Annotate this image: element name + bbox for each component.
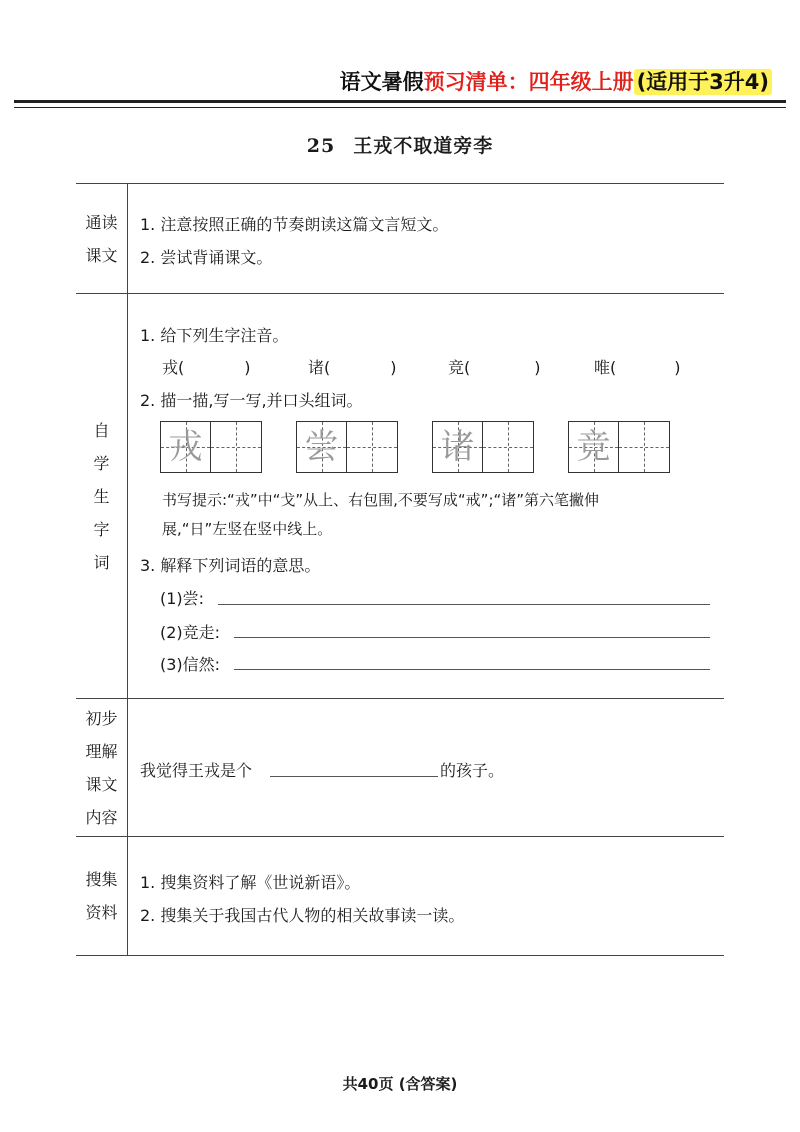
learn-question-3: 3. 解释下列词语的意思。	[140, 556, 321, 575]
section-understand-label	[76, 702, 127, 834]
table-divider-1	[76, 293, 724, 294]
writing-grid-1[interactable]	[160, 421, 262, 473]
table-bottom-line	[76, 955, 724, 956]
label-line: 初步	[85, 709, 118, 728]
read-item-2: 2. 尝试背诵课文。	[140, 248, 273, 267]
section-learn-label	[76, 414, 127, 579]
writing-hint-line-1: 书写提示:“戎”中“戈”从上、右包围,不要写成“戒”;“诸”第六笔撇伸	[162, 491, 600, 509]
page-footer: 共40页 (含答案)	[342, 1075, 458, 1093]
lesson-name: 王戎不取道旁李	[353, 135, 494, 157]
paren-close: )	[674, 358, 681, 377]
trace-char-2: 尝	[304, 427, 339, 467]
table-divider-3	[76, 836, 724, 837]
label-line: 搜集	[85, 870, 118, 889]
trace-char-3: 诸	[440, 427, 475, 467]
pinyin-blank-3[interactable]	[448, 355, 541, 378]
pinyin-blank-2[interactable]	[308, 355, 397, 378]
learn-question-1: 1. 给下列生字注音。	[140, 326, 289, 345]
pinyin-char: 戎	[162, 358, 179, 377]
section-collect-label	[76, 863, 127, 929]
label-line: 通读	[85, 213, 118, 232]
pinyin-blank-4[interactable]	[594, 355, 681, 378]
pinyin-blank-1[interactable]	[162, 355, 251, 378]
paren-open: (	[610, 358, 617, 377]
collect-item-1: 1. 搜集资料了解《世说新语》。	[140, 873, 361, 892]
term-2-answer-line[interactable]	[234, 637, 710, 638]
trace-char-1: 戎	[168, 427, 203, 467]
label-line: 理解	[85, 742, 118, 761]
label-line: 字	[93, 520, 110, 539]
term-1-label: (1)尝:	[160, 589, 205, 608]
label-line: 自	[93, 421, 110, 440]
header-banner	[340, 66, 772, 96]
collect-item-2: 2. 搜集关于我国古代人物的相关故事读一读。	[140, 906, 465, 925]
header-rule-thin	[14, 107, 786, 108]
writing-grid-2[interactable]	[296, 421, 398, 473]
understand-prompt-before: 我觉得王戎是个	[140, 761, 253, 780]
label-line: 课文	[85, 775, 118, 794]
label-line: 资料	[85, 903, 118, 922]
label-line: 词	[93, 553, 110, 572]
label-line: 课文	[85, 246, 118, 265]
term-3-label: (3)信然:	[160, 655, 221, 674]
paren-close: )	[534, 358, 541, 377]
term-2-label: (2)竞走:	[160, 623, 221, 642]
writing-hint-line-2: 展,“日”左竖在竖中线上。	[162, 520, 333, 538]
writing-grid-4[interactable]	[568, 421, 670, 473]
header-part2: 预习清单：四年级上册	[423, 70, 634, 94]
label-line: 学	[93, 454, 110, 473]
pinyin-char: 唯	[594, 358, 611, 377]
header-part1: 语文暑假	[339, 70, 424, 94]
pinyin-char: 诸	[308, 358, 325, 377]
understand-prompt-after: 的孩子。	[440, 761, 505, 780]
term-1-answer-line[interactable]	[218, 604, 710, 605]
paren-open: (	[464, 358, 471, 377]
paren-close: )	[244, 358, 251, 377]
table-top-line	[76, 183, 724, 184]
lesson-number: 25	[306, 135, 336, 157]
learn-question-2: 2. 描一描,写一写,并口头组词。	[140, 391, 363, 410]
table-divider-2	[76, 698, 724, 699]
paren-close: )	[390, 358, 397, 377]
paren-open: (	[324, 358, 331, 377]
term-3-answer-line[interactable]	[234, 669, 710, 670]
trace-char-4: 竞	[576, 427, 611, 467]
lesson-title	[0, 131, 800, 158]
header-rule-thick	[14, 100, 786, 103]
writing-grid-3[interactable]	[432, 421, 534, 473]
label-line: 生	[93, 487, 110, 506]
pinyin-char: 竞	[448, 358, 465, 377]
understand-answer-line[interactable]	[270, 776, 438, 777]
read-item-1: 1. 注意按照正确的节奏朗读这篇文言短文。	[140, 215, 449, 234]
label-line: 内容	[85, 808, 118, 827]
table-column-divider	[127, 183, 128, 955]
header-part3: (适用于3升4)	[634, 69, 772, 95]
section-read-label	[76, 206, 127, 272]
paren-open: (	[178, 358, 185, 377]
